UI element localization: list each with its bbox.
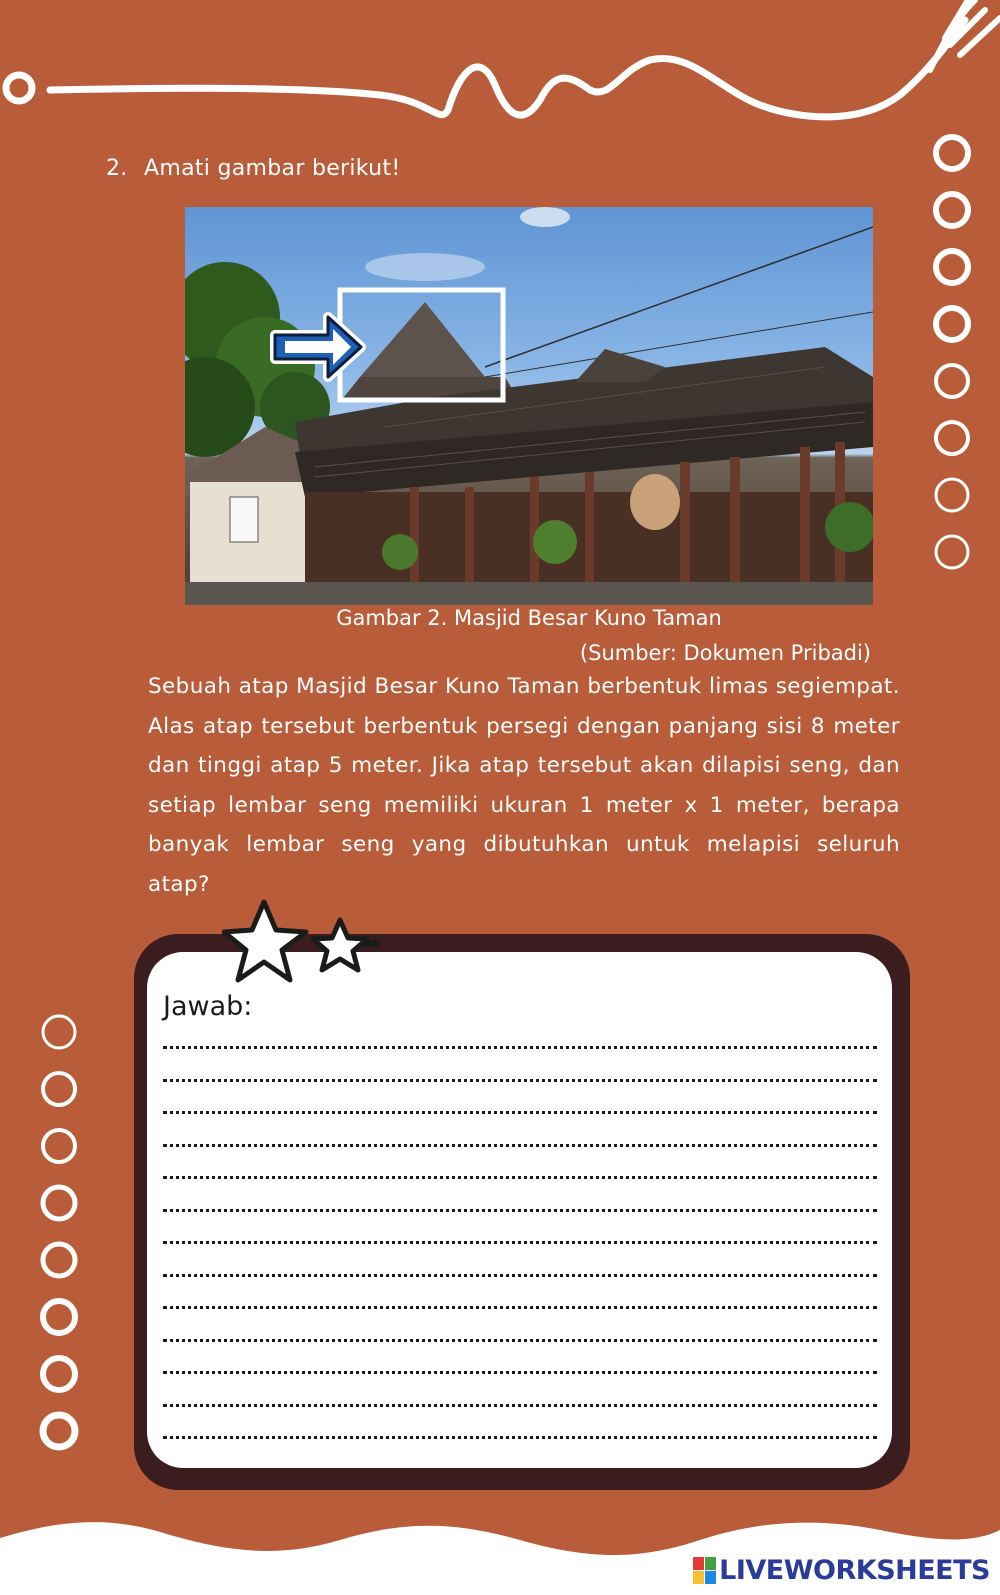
brand-logo-icon [693,1557,716,1584]
answer-line[interactable] [163,1371,877,1374]
figure-source: (Sumber: Dokumen Pribadi) [579,641,871,665]
mosque-photo [185,207,873,605]
stars-decoration [222,898,382,992]
right-circle-column [936,137,968,568]
answer-line[interactable] [163,1274,877,1277]
top-wavy-line [50,20,965,117]
answer-label: Jawab: [163,991,253,1022]
answer-line[interactable] [163,1241,877,1244]
top-line-circle [6,75,32,101]
answer-line[interactable] [163,1046,877,1049]
problem-text: Sebuah atap Masjid Besar Kuno Taman berbentuk limas segiempat. Alas atap tersebut berbentuk persegi dengan panjang sisi 8 meter dan tinggi atap 5 meter. Jika atap tersebut akan dilapisi seng, dan setiap lembar seng memiliki ukuran 1 meter x 1 meter, berapa banyak lembar seng yang dibutuhkan untuk melapisi seluruh atap? [148,674,900,897]
brand-name: LIVEWORKSHEETS [719,1555,990,1586]
left-circle-column [43,1016,75,1447]
answer-line[interactable] [163,1079,877,1082]
answer-line[interactable] [163,1306,877,1309]
question-instruction: Amati gambar berikut! [144,156,401,181]
mosque-illustration [185,207,873,605]
liveworksheets-logo[interactable] [693,1555,990,1586]
figure-caption: Gambar 2. Masjid Besar Kuno Taman [336,606,722,630]
star-icon [224,902,306,980]
question-number: 2. [106,156,128,181]
answer-line[interactable] [163,1176,877,1179]
answer-line[interactable] [163,1111,877,1114]
answer-line[interactable] [163,1209,877,1212]
answer-line[interactable] [163,1144,877,1147]
star-small-icon [313,920,367,970]
answer-line[interactable] [163,1404,877,1407]
answer-line[interactable] [163,1339,877,1342]
question-heading [106,156,400,181]
fork-icon [930,0,1000,70]
answer-line[interactable] [163,1436,877,1439]
